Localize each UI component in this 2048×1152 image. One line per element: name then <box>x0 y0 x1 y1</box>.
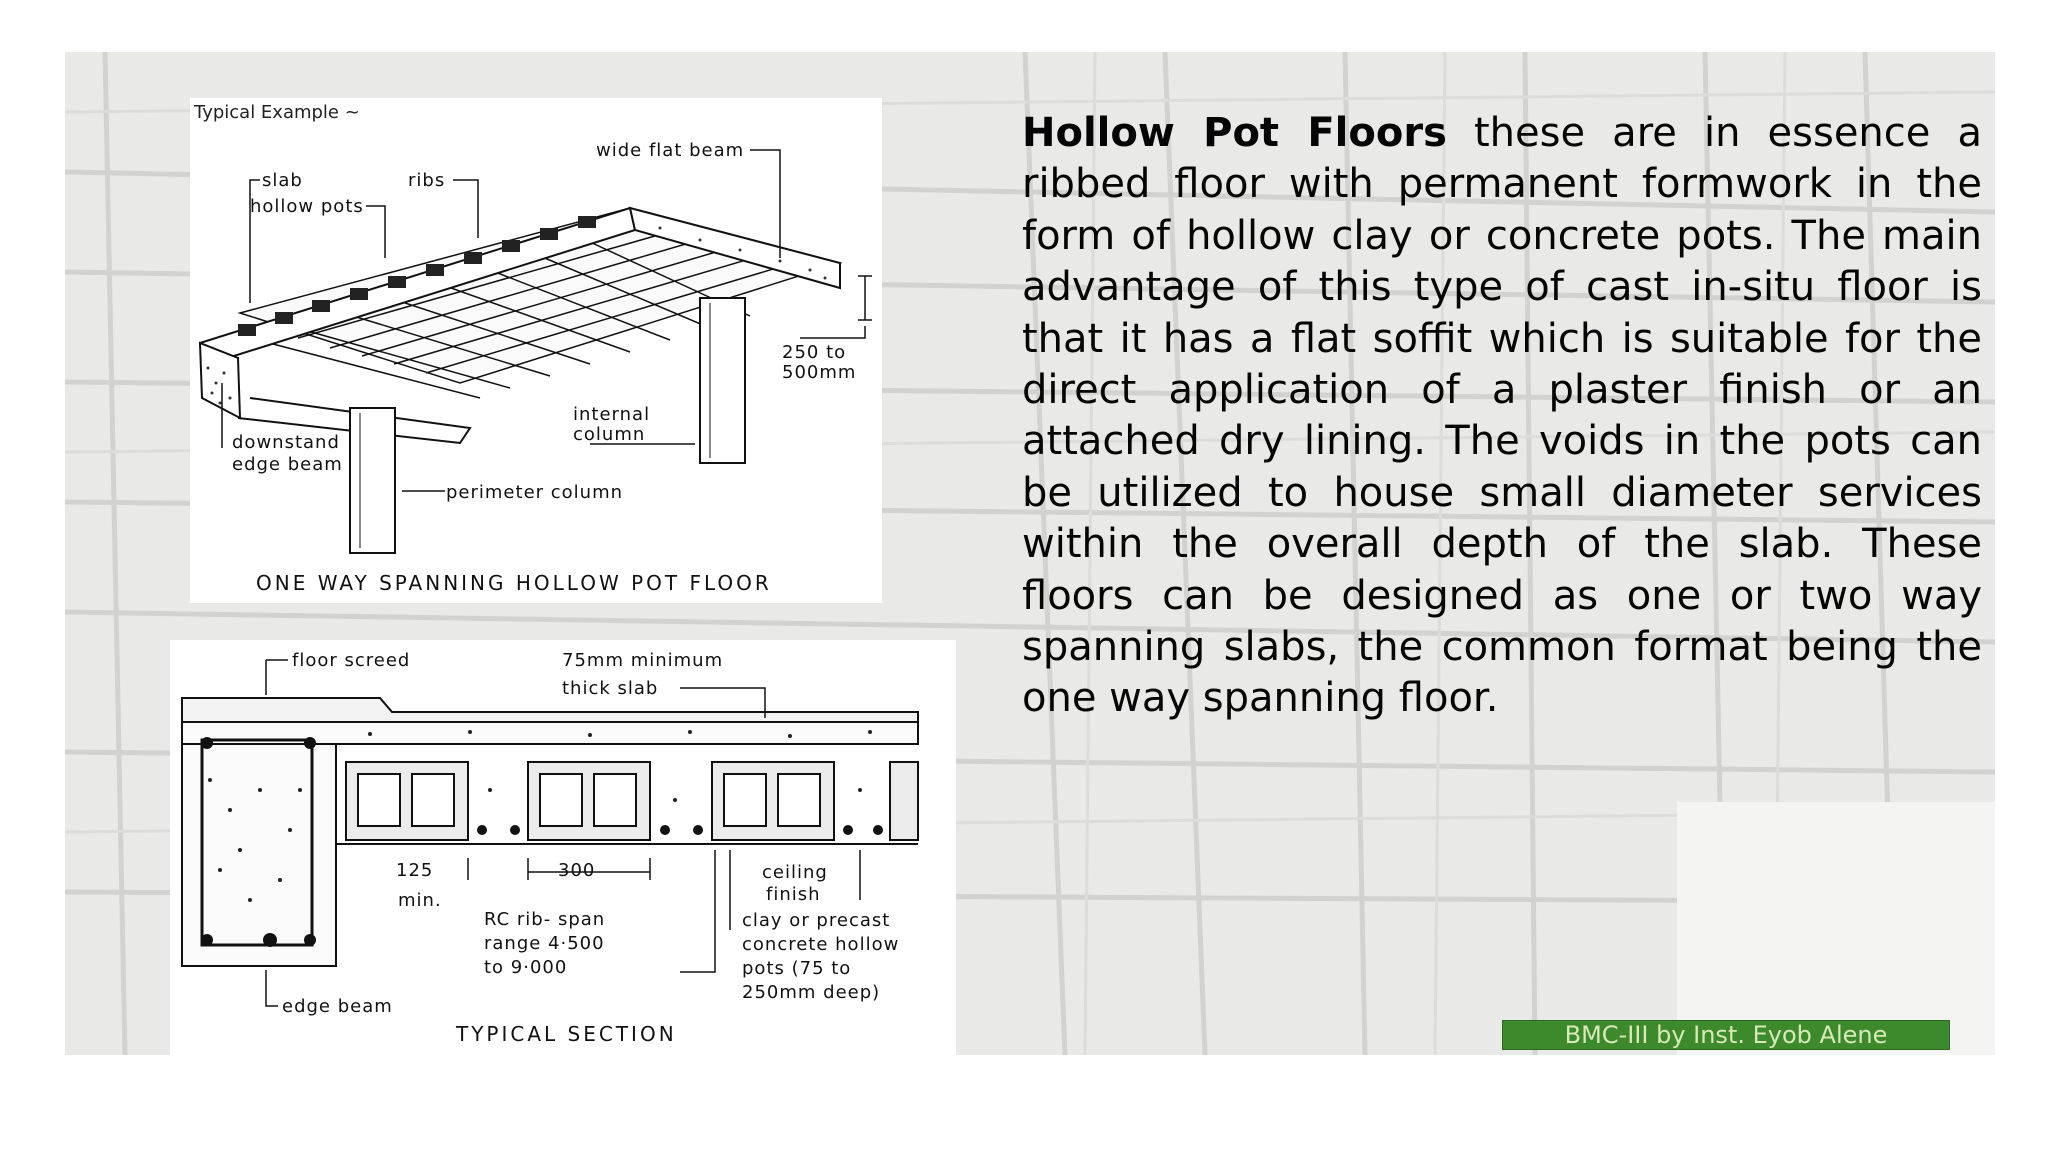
label-depth-range-1: 250 to <box>782 342 847 363</box>
one-way-hollow-pot-floor-figure <box>190 98 882 603</box>
label-hollow-pots: hollow pots <box>250 196 364 217</box>
label-slab: slab <box>262 170 303 191</box>
label-pots-1: clay or precast <box>742 910 891 931</box>
hollow-pot-floor-drawing <box>190 98 882 603</box>
paragraph-heading: Hollow Pot Floors <box>1022 110 1447 156</box>
label-pots-4: 250mm deep) <box>742 982 881 1003</box>
label-rib-2: range 4·500 <box>484 933 605 954</box>
label-pots-3: pots (75 to <box>742 958 852 979</box>
figure-caption-top: ONE WAY SPANNING HOLLOW POT FLOOR <box>256 571 772 595</box>
label-ceiling-2: finish <box>766 884 821 905</box>
label-rib-1: RC rib- span <box>484 909 606 930</box>
label-floor-screed: floor screed <box>292 650 411 671</box>
label-min-slab-2: thick slab <box>562 678 659 699</box>
label-internal-column-2: column <box>573 424 646 445</box>
typical-section-figure <box>170 640 956 1058</box>
paragraph-text: these are in essence a ribbed floor with permanent formwork in the form of hollow clay or concrete pots. The main advantage of this type of cast in-situ floor is that it has a flat soffit which is suitable for the direct application of a plaster finish or an attached dry lining. The voids in the pots can be utilized to house small diameter services within the overall depth of the slab. These floors can be designed as one or two way spanning slabs, the common format being the one way spanning floor. <box>1022 110 1982 722</box>
label-perimeter-column: perimeter column <box>446 482 624 503</box>
label-min-slab-1: 75mm minimum <box>562 650 724 671</box>
author-credit-badge: BMC-III by Inst. Eyob Alene <box>1502 1020 1950 1050</box>
label-edge-beam: edge beam <box>282 996 393 1017</box>
figure-caption-bottom: TYPICAL SECTION <box>456 1022 677 1046</box>
label-pots-2: concrete hollow <box>742 934 900 955</box>
label-dim-125: 125 <box>396 860 434 881</box>
label-wide-flat-beam: wide flat beam <box>596 140 745 161</box>
typical-section-drawing <box>170 640 956 1058</box>
label-downstand-2: edge beam <box>232 454 343 475</box>
description-paragraph <box>1022 108 1982 725</box>
figure-header: Typical Example ~ <box>194 102 360 123</box>
label-dim-min: min. <box>398 890 442 911</box>
label-ribs: ribs <box>408 170 446 191</box>
label-rib-3: to 9·000 <box>484 957 568 978</box>
label-ceiling-1: ceiling <box>762 862 828 883</box>
label-internal-column-1: internal <box>573 404 651 425</box>
label-dim-300: 300 <box>558 860 596 881</box>
label-depth-range-2: 500mm <box>782 362 857 383</box>
label-downstand-1: downstand <box>232 432 340 453</box>
